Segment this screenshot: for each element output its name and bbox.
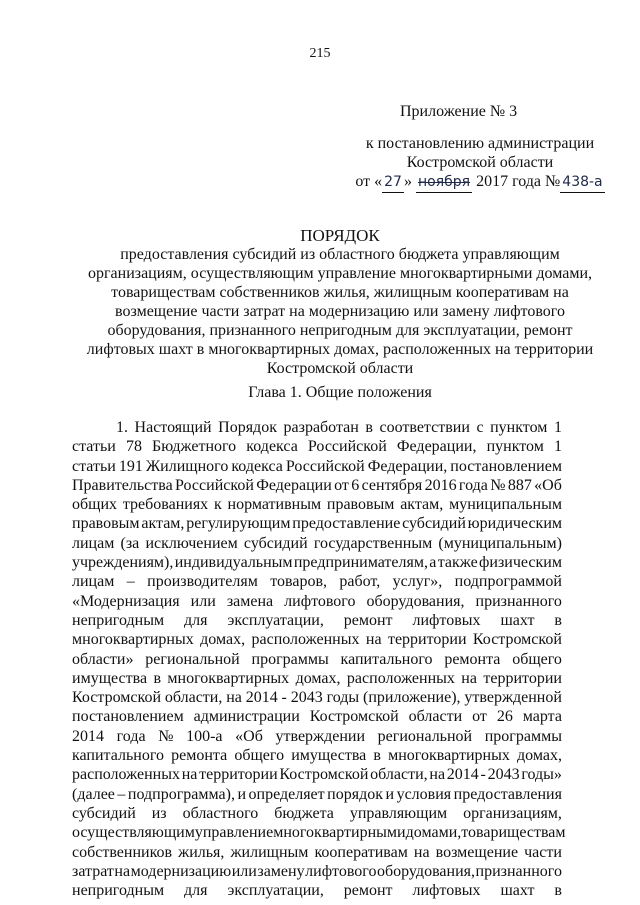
handwritten-day: 27 (382, 173, 404, 193)
body-line: осуществляющим управление многоквартирными домами, товариществам (72, 824, 566, 842)
body-line: 2014 года № 100-а «Об утверждении региональной программы (72, 727, 562, 745)
body-line: постановлением администрации Костромской области от 26 марта (72, 708, 562, 726)
body-line: (далее – подпрограмма), и определяет порядок и условия предоставления (72, 785, 562, 803)
body-line: лицам (за исключением субсидий государственным (муниципальным) (72, 534, 562, 552)
resolution-date-line (330, 172, 630, 193)
title-main: ПОРЯДОК (300, 226, 380, 245)
body-line: субсидий из областного бюджета управляющим организациям, (72, 804, 562, 822)
body-line: статьи 78 Бюджетного кодекса Российской Федерации, пунктом 1 (72, 438, 562, 456)
handwritten-month: ноября (416, 173, 472, 193)
body-paragraph (72, 418, 566, 900)
page-number: 215 (309, 46, 331, 61)
appendix-heading: Приложение № 3 (400, 103, 518, 120)
body-line: правовым актам, регулирующим предоставление субсидий юридическим (72, 515, 562, 533)
date-prefix: от « (355, 173, 383, 190)
title-line: товариществам собственников жилья, жилищным кооперативам на (111, 284, 569, 301)
body-line: лицам – производителям товаров, работ, услуг», подпрограммой (72, 573, 562, 591)
handwritten-number: 438-а (560, 173, 604, 193)
body-line: учреждениям), индивидуальным предпринимателям, а также физическим (72, 554, 562, 572)
title-line: оборудования, признанного непригодным для эксплуатации, ремонт (107, 322, 573, 339)
body-line: имущества в многоквартирных домах, расположенных на территории (72, 669, 562, 687)
title-line: предоставления субсидий из областного бюджета управляющим (120, 246, 560, 263)
body-line: «Модернизация или замена лифтового оборудования, признанного (72, 592, 562, 610)
title-line: организациям, осуществляющим управление многоквартирными домами, (87, 265, 593, 282)
body-line: затрат на модернизацию или замену лифтового оборудования, признанного (72, 862, 562, 880)
body-line: области» региональной программы капитального ремонта общего (72, 650, 562, 668)
chapter-heading: Глава 1. Общие положения (248, 384, 432, 401)
title-line: возмещение части затрат на модернизацию или замену лифтового (115, 303, 565, 320)
title-line: Костромской области (266, 360, 414, 377)
resolution-reference (330, 134, 630, 193)
date-mid: » (403, 173, 412, 190)
body-line: Костромской области, на 2014 - 2043 годы (приложение), утвержденной (72, 689, 562, 707)
body-line: многоквартирных домах, расположенных на территории Костромской (72, 631, 562, 649)
document-title (80, 226, 600, 378)
body-line: капитального ремонта общего имущества в многоквартирных домах, (72, 747, 562, 765)
body-line: Правительства Российской Федерации от 6 сентября 2016 года № 887 «Об (72, 476, 562, 494)
body-line: непригодным для эксплуатации, ремонт лифтовых шахт в (72, 611, 562, 629)
body-line: 1. Настоящий Порядок разработан в соответствии с пунктом 1 (116, 419, 562, 436)
body-line: непригодным для эксплуатации, ремонт лифтовых шахт в (72, 882, 562, 900)
title-line: лифтовых шахт в многоквартирных домах, расположенных на территории (86, 341, 594, 358)
body-line: общих требованиях к нормативным правовым актам, муниципальным (72, 496, 562, 514)
date-year: 2017 года № (476, 173, 561, 190)
body-line: статьи 191 Жилищного кодекса Российской Федерации, постановлением (72, 457, 562, 475)
body-line: расположенных на территории Костромской области, на 2014 - 2043 годы» (72, 766, 562, 784)
resolution-line-1: к постановлению администрации (365, 135, 595, 152)
body-line: собственников жилья, жилищным кооперативам на возмещение части (72, 843, 562, 861)
resolution-line-2: Костромской области (406, 154, 554, 171)
